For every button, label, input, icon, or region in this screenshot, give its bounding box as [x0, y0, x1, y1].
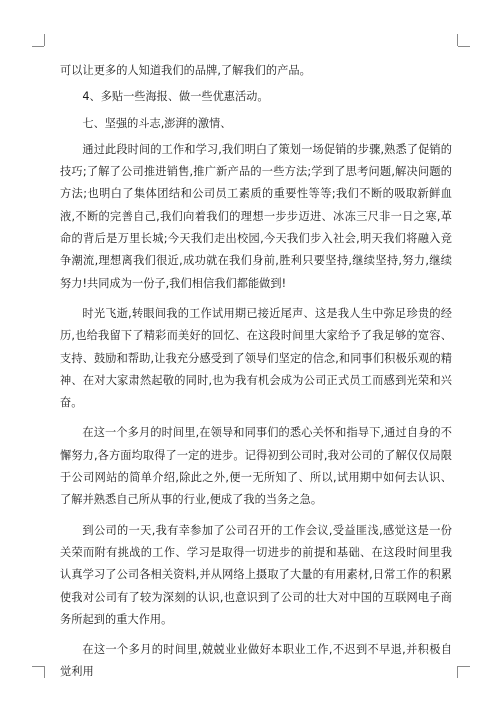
paragraph: 到公司的一天,我有幸参加了公司召开的工作会议,受益匪浅,感觉这是一份关荣而附有挑战的工作、学习是取得一切进步的前提和基础、在这段时间里我认真学习了公司各相关资料,并从网络上摄取了大量的有用素材,日常工作的积累使我对公司有了较为深刻的认识,也意识到了公司的壮大对中国的互联网电子商务所起到的重大作用。 — [60, 523, 452, 626]
document-body — [60, 60, 452, 684]
crop-mark-top-left-h — [32, 46, 44, 47]
crop-mark-bottom-left-v — [44, 666, 45, 678]
crop-mark-bottom-left-h — [32, 666, 44, 667]
paragraph-gap — [60, 512, 452, 520]
list-item-posters: 4、多贴一些海报、做一些优惠活动。 — [82, 90, 269, 104]
crop-mark-top-left-v — [44, 34, 45, 46]
paragraph: 在这一个多月的时间里,在领导和同事们的悉心关怀和指导下,通过自身的不懈努力,各方面均取得了一定的进步。记得初到公司时,我对公司的了解仅仅局限于公司网站的简单介绍,除此之外,便一无所知了、所以,试用期中如何去认识、了解并熟悉自己所从事的行业,便成了我的当务之急。 — [60, 426, 452, 507]
paragraph: 通过此段时间的工作和学习,我们明白了策划一场促销的步骤,熟悉了促销的技巧;了解了公司推进销售,推广新产品的一些方法;学到了思考问题,解决问题的方法;也明白了集体团结和公司员工素质的重要性等等;我们不断的吸取新鲜血液,不断的完善自己,我们向着我们的理想一步步迈进、冰冻三尺非一日之寒,革命的背后是万里长城;今天我们走出校园,今天我们步入社会,明天我们将融入竞争潮流,理想离我们很近,成功就在我们身前,胜利只要坚持,继续坚持,努力,继续努力!共同成为一份子,我们相信我们都能做到! — [60, 142, 452, 290]
crop-mark-top-right-h — [458, 46, 470, 47]
section-heading: 七、坚强的斗志,澎湃的激情、 — [82, 116, 232, 130]
crop-mark-top-right-v — [457, 34, 458, 46]
paragraph-gap — [60, 631, 452, 639]
paragraph: 在这一个多月的时间里,兢兢业业做好本职业工作,不迟到不早退,并积极自觉利用 — [60, 643, 452, 679]
paragraph: 时光飞逝,转眼间我的工作试用期已接近尾声、这是我人生中弥足珍贵的经历,也给我留下了精彩而美好的回忆、在这段时间里大家给予了我足够的宽容、支持、鼓励和帮助,让我充分感受到了领导们坚定的信念,和同事们积极乐观的精神、在对大家肃然起敬的同时,也为我有机会成为公司正式员工而感到光荣和兴奋。 — [60, 306, 452, 410]
crop-mark-bottom-right-v — [457, 666, 458, 678]
paragraph-gap — [60, 295, 452, 303]
crop-mark-bottom-right-h — [458, 666, 470, 667]
paragraph: 可以让更多的人知道我们的品牌,了解我们的产品。 — [60, 64, 311, 77]
paragraph-gap — [60, 414, 452, 422]
